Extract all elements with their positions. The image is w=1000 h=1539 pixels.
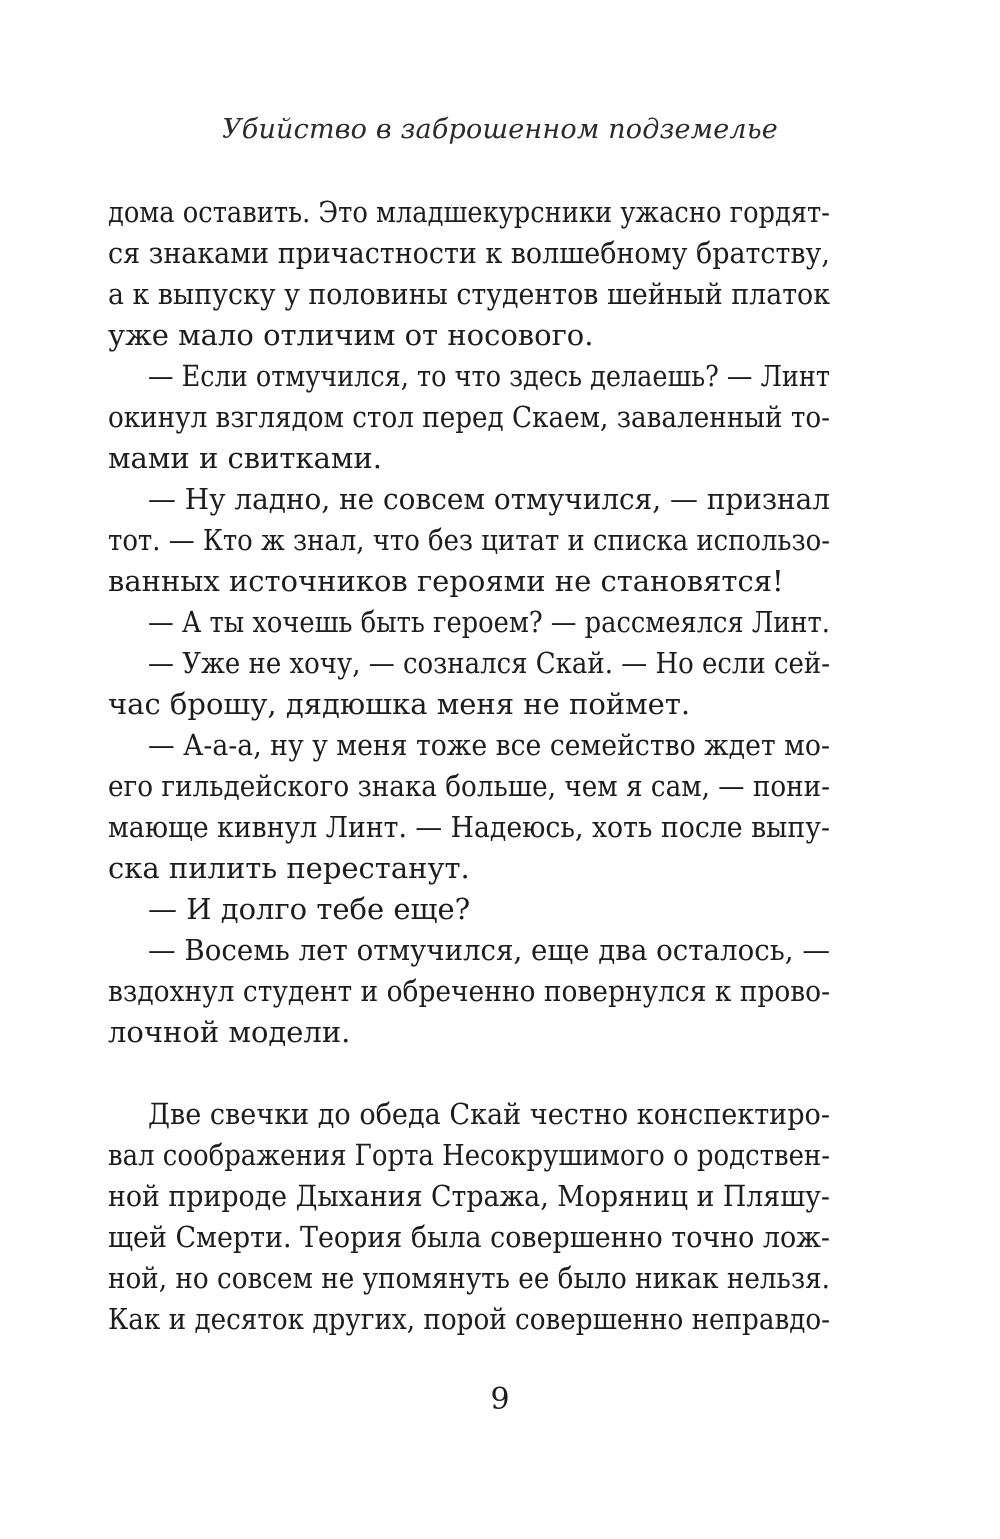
page-number: 9 — [490, 1382, 510, 1417]
text-line-content: Как и десяток других, порой совершенно неправдо- — [108, 1302, 831, 1336]
text-line — [108, 848, 830, 889]
text-line-content: ной природе Дыхания Стража, Моряниц и Пляшу- — [108, 1179, 830, 1213]
text-line — [108, 356, 830, 397]
text-line-content: щей Смерти. Теория была совершенно точно лож- — [108, 1220, 831, 1254]
text-line — [108, 930, 830, 971]
text-line — [108, 1135, 830, 1176]
text-line-content: мающе кивнул Линт. — Надеюсь, хоть после выпу- — [108, 810, 831, 844]
paragraph — [108, 356, 830, 479]
text-line — [108, 315, 830, 356]
text-line — [108, 971, 830, 1012]
paragraph — [108, 930, 830, 1053]
text-line-content: — Восемь лет отмучился, еще два осталось, — — [148, 933, 830, 967]
text-line-content: тот. — Кто ж знал, что без цитат и списка использо- — [108, 523, 830, 557]
text-line-content: лочной модели. — [108, 1015, 351, 1049]
text-line-content: вал соображения Горта Несокрушимого о родствен- — [108, 1138, 830, 1172]
text-line-content: дома оставить. Это младшекурсники ужасно гордят- — [108, 195, 830, 229]
text-line — [108, 1176, 830, 1217]
paragraph — [108, 725, 830, 889]
paragraph — [108, 192, 830, 356]
text-line — [108, 438, 830, 479]
text-line-content: — Если отмучился, то что здесь делаешь? — Линт — [148, 359, 831, 393]
text-line-content: — А ты хочешь быть героем? — рассмеялся Линт. — [148, 605, 830, 639]
text-line-content: вздохнул студент и обреченно повернулся к прово- — [108, 974, 831, 1008]
text-block-bottom — [108, 1094, 830, 1340]
text-line — [108, 684, 830, 725]
text-line-content: ся знаками причастности к волшебному братству, — [108, 236, 830, 270]
text-line-content: — И долго тебе еще? — [148, 892, 471, 926]
text-line-content: — Ну ладно, не совсем отмучился, — признал — [148, 482, 831, 516]
text-line — [108, 1258, 830, 1299]
text-line-content: ванных источников героями не становятся! — [108, 564, 784, 598]
text-line — [108, 274, 830, 315]
paragraph — [108, 602, 830, 643]
text-line-content: — Уже не хочу, — сознался Скай. — Но если сей- — [148, 646, 831, 680]
paragraph — [108, 1094, 830, 1340]
text-line-content: Две свечки до обеда Скай честно конспектиро- — [148, 1097, 831, 1131]
text-line — [108, 889, 830, 930]
running-head: Убийство в заброшенном подземелье — [222, 114, 778, 145]
text-line — [108, 602, 830, 643]
paragraph — [108, 479, 830, 602]
text-line — [108, 520, 830, 561]
text-line-content: а к выпуску у половины студентов шейный платок — [108, 277, 830, 311]
text-line-content: его гильдейского знака больше, чем я сам, — пони- — [108, 769, 830, 803]
text-line — [108, 807, 830, 848]
text-line — [108, 1299, 830, 1340]
text-line — [108, 725, 830, 766]
text-line-content: ска пилить перестанут. — [108, 851, 470, 885]
text-block-top — [108, 192, 830, 1053]
paragraph — [108, 643, 830, 725]
text-line — [108, 397, 830, 438]
text-line-content: окинул взглядом стол перед Скаем, заваленный то- — [108, 400, 831, 434]
text-line-content: ной, но совсем не упомянуть ее было никак нельзя. — [108, 1261, 831, 1295]
text-line — [108, 192, 830, 233]
text-line — [108, 479, 830, 520]
paragraph — [108, 889, 830, 930]
text-line-content: мами и свитками. — [108, 441, 382, 475]
text-line — [108, 1012, 830, 1053]
text-line — [108, 233, 830, 274]
text-line — [108, 1217, 830, 1258]
text-line-content: час брошу, дядюшка меня не поймет. — [108, 687, 691, 721]
text-line — [108, 643, 830, 684]
text-line-content: — А-а-а, ну у меня тоже все семейство ждет мо- — [148, 728, 830, 762]
text-line — [108, 1094, 830, 1135]
text-line-content: уже мало отличим от носового. — [108, 318, 594, 352]
text-line — [108, 766, 830, 807]
text-line — [108, 561, 830, 602]
